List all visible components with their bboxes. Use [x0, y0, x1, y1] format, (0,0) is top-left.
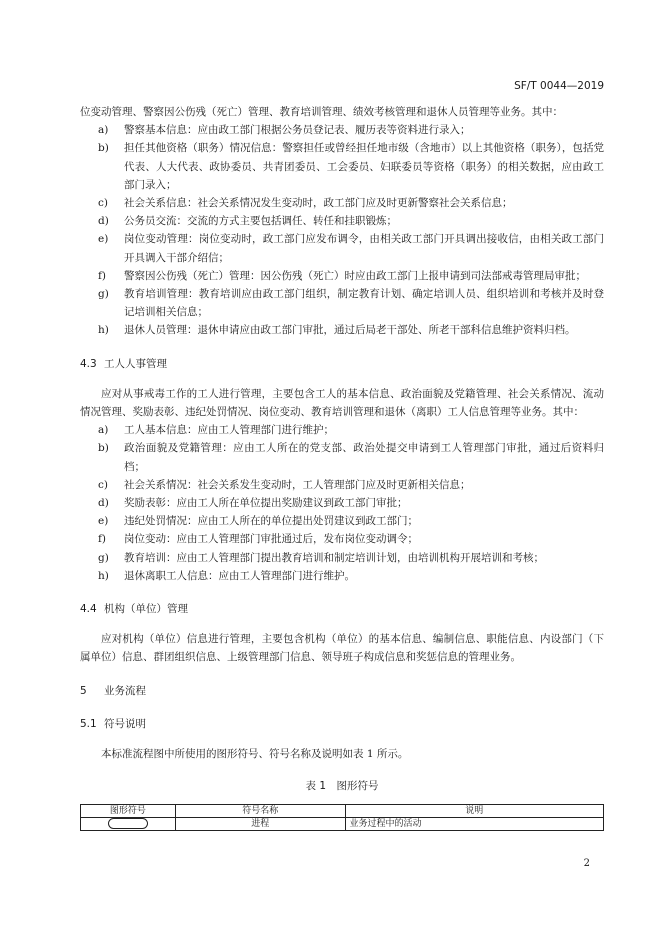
list-item: c) 社会关系信息：社会关系情况发生变动时，政工部门应及时更新警察社会关系信息；: [98, 197, 513, 210]
symbol-table: [80, 804, 604, 831]
list-item: b) 担任其他资格（职务）情况信息：警察担任或曾经担任地市级（含地市）以上其他资格（职务），包括党代表、人大代表、政协委员、共青团委员、工会委员、妇联委员等资格（职务）的相关数据，应由政工部门录入；: [98, 142, 604, 191]
section-5-1-body: 本标准流程图中所使用的图形符号、符号名称及说明如表 1 所示。: [101, 748, 409, 761]
list-item: c) 社会关系情况：社会关系发生变动时，工人管理部门应及时更新相关信息；: [98, 478, 471, 491]
table-row: [81, 817, 604, 830]
list-item: f) 警察因公伤残（死亡）管理：因公伤残（死亡）时应由政工部门上报申请到司法部戒毒管理局审批；: [98, 269, 586, 282]
table-header-cell: 说明: [345, 804, 603, 817]
table-header-row: [81, 804, 604, 817]
section-heading-4-4: 4.4 机构（单位）管理: [80, 603, 188, 616]
list-item: a) 警察基本信息：应由政工部门根据公务员登记表、履历表等资料进行录入；: [98, 124, 471, 137]
table-cell-symbol: [81, 817, 176, 830]
list-item: f) 岗位变动：应由工人管理部门审批通过后，发布岗位变动调令；: [98, 533, 418, 546]
list-item: e) 违纪处罚情况：应由工人所在的单位提出处罚建议到政工部门；: [98, 515, 418, 528]
list-item: d) 奖励表彰：应由工人所在单位提出奖励建议到政工部门审批；: [98, 497, 408, 510]
list-item: d) 公务员交流：交流的方式主要包括调任、转任和挂职锻炼；: [98, 215, 397, 228]
table-caption: 表 1 图形符号: [305, 780, 379, 793]
terminator-shape-icon: [108, 818, 148, 829]
list-item: g) 教育培训管理：教育培训应由政工部门组织，制定教育计划、确定培训人员、组织培训和考核并及时登记培训相关信息；: [98, 288, 604, 319]
section-4-3-list: [80, 421, 604, 585]
section-heading-5-1: 5.1 符号说明: [80, 717, 146, 730]
page-content: [80, 103, 604, 831]
section-heading-5: 5 业务流程: [80, 684, 146, 697]
list-item: e) 岗位变动管理：岗位变动时，政工部门应发布调令，由相关政工部门开具调出接收信，由相关政工部门开具调入干部介绍信；: [98, 233, 604, 264]
intro-continuation: 位变动管理、警察因公伤残（死亡）管理、教育培训管理、绩效考核管理和退休人员管理等业务。其中：: [80, 106, 563, 118]
table-cell-desc: 业务过程中的活动: [345, 817, 603, 830]
section-heading-4-3: 4.3 工人人事管理: [80, 357, 167, 370]
page-number: 2: [583, 858, 590, 869]
standard-code: SF/T 0044—2019: [514, 80, 604, 92]
list-item: h) 退休人员管理：退休申请应由政工部门审批，通过后局老干部处、所老干部科信息维护资料归档。: [98, 324, 576, 337]
section-4-2-list: [80, 121, 604, 339]
table-header-cell: 符号名称: [175, 804, 345, 817]
list-item: b) 政治面貌及党籍管理：应由工人所在的党支部、政治处提交申请到工人管理部门审批，通过后资料归档；: [98, 442, 604, 473]
section-4-3-intro: 应对从事戒毒工作的工人进行管理，主要包含工人的基本信息、政治面貌及党籍管理、社会关系情况、流动情况管理、奖励表彰、违纪处罚情况、岗位变动、教育培训管理和退休（离职）工人信息管理等业务。其中：: [80, 387, 604, 419]
list-item: g) 教育培训：应由工人管理部门提出教育培训和制定培训计划，由培训机构开展培训和考核；: [98, 551, 544, 564]
section-4-4-body: 应对机构（单位）信息进行管理，主要包含机构（单位）的基本信息、编制信息、职能信息、内设部门（下属单位）信息、群团组织信息、上级管理部门信息、领导班子构成信息和奖惩信息的管理业务。: [80, 633, 604, 664]
list-item: a) 工人基本信息：应由工人管理部门进行维护；: [98, 424, 334, 437]
table-cell-name: 进程: [175, 817, 345, 830]
list-item: h) 退休离职工人信息：应由工人管理部门进行维护。: [98, 569, 355, 582]
table-header-cell: 图形符号: [81, 804, 176, 817]
